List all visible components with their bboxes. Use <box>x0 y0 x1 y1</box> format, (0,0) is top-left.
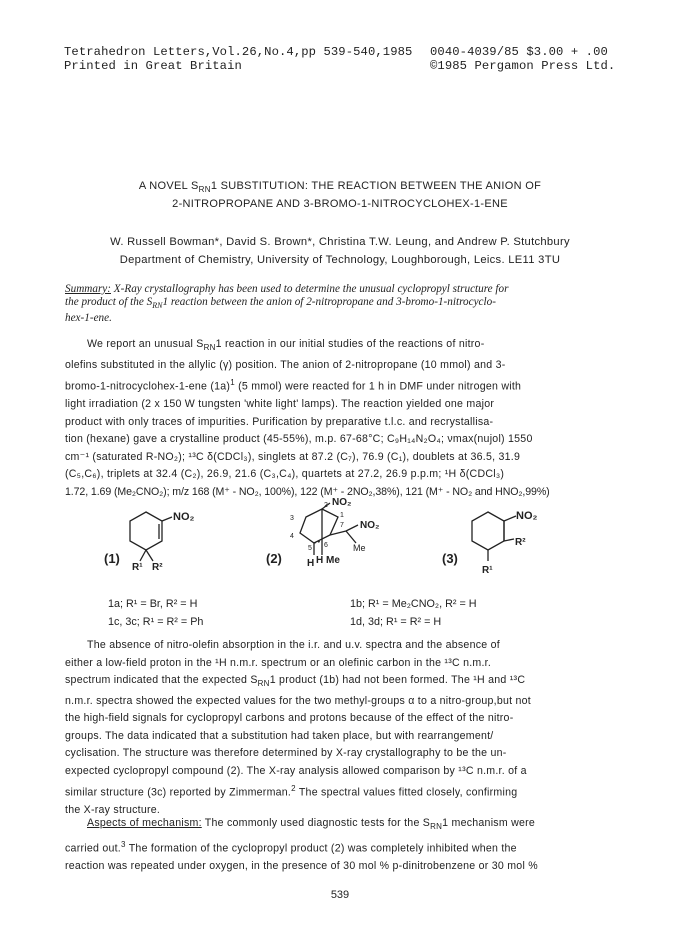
svg-text:1: 1 <box>340 512 344 519</box>
paper-title-line-2: 2-NITROPROPANE AND 3-BROMO-1-NITROCYCLOHEX-1-ENE <box>172 198 508 210</box>
svg-text:7: 7 <box>340 522 344 529</box>
no2-label: NO₂ <box>173 511 195 523</box>
section-heading-mechanism: Aspects of mechanism: <box>87 817 202 829</box>
structure-1 <box>130 512 172 561</box>
printed-location: Printed in Great Britain <box>64 59 242 73</box>
svg-text:H: H <box>316 555 324 566</box>
svg-text:NO₂: NO₂ <box>332 497 352 508</box>
structure-3 <box>472 512 516 561</box>
journal-citation: Tetrahedron Letters,Vol.26,No.4,pp 539-540,1985 <box>64 45 413 59</box>
paragraph-analysis: The absence of nitro-olefin absorption in the i.r. and u.v. spectra and the absence of either a low-field proton in the ¹H n.m.r. spectrum or an olefinic carbon in the ¹³C n.m.r. spectrum indicated that the expected $S_{RN}1$ product (1b) had not been formed. The ¹H and ¹³C n.m.r. spectra showed the expected values for the two methyl-groups α to a nitro-group,but not the high-field signals for cyclopropyl carbons and protons because of the effect of the nitro- groups. The data indicated that a substitution had taken place, but with rearrangement/ cyclisation. The structure was therefore determined by X-ray crystallography to be the un- expected cyclopropyl compound (2). The X-ray analysis allowed comparison by ¹³C n.m.r. of a similar structure (3c) reported by Zimmerman.$^2$ The spectral values fitted closely, confirming the X-ray structure. <box>65 639 531 817</box>
svg-text:Me: Me <box>353 543 366 553</box>
compound-label-3: (3) <box>442 551 458 566</box>
svg-text:3: 3 <box>290 515 294 522</box>
svg-text:R²: R² <box>515 537 526 548</box>
paper-title-line-1: A NOVEL $S_{RN}1$ SUBSTITUTION: THE REACTION BETWEEN THE ANION OF <box>138 180 542 195</box>
compound-1b: 1b; R¹ = Me₂CNO₂, R² = H <box>350 598 477 610</box>
svg-text:Me: Me <box>326 555 340 566</box>
svg-text:R¹: R¹ <box>482 565 493 576</box>
author-list: W. Russell Bowman*, David S. Brown*, Christina T.W. Leung, and Andrew P. Stutchbury <box>110 236 570 248</box>
r1-label: R¹ <box>132 562 143 573</box>
summary-label: Summary: <box>65 283 111 295</box>
summary-block: Summary: X-Ray crystallography has been used to determine the unusual cyclopropyl structure for the product of the $S_{RN}1$ reaction between the anion of 2-nitropropane and 3-bromo-1-nitrocyclo- hex-1-ene. <box>65 283 509 325</box>
svg-text:5: 5 <box>308 545 312 552</box>
paragraph-introduction: We report an unusual $S_{RN}1$ reaction in our initial studies of the reactions of nitro- olefins substituted in the allylic (γ) position. The anion of 2-nitropropane (10 mmol) and 3- bromo-1-nitrocyclohex-1-ene $(1a)^1$ (5 mmol) were reacted for 1 h in DMF under nitrogen with light irradiation (2 x 150 W tungsten 'white light' lamps). The reaction yielded one major product with only traces of impurities. Purification by preparative t.l.c. and recrystallisa- tion (hexane) gave a crystalline product (45-55%), m.p. 67-68°C; C₉H₁₄N₂O₄; νmax(nujol) 1550 cm⁻¹ (saturated R-NO₂); ¹³C δ(CDCl₃), singlets at 87.2 (C₇), 76.9 (C₁), doublets at 36.5, 31.9 (C₅,C₆), triplets at 32.4 (C₂), 26.9, 21.6 (C₃,C₄), quartets at 27.2, 26.9 p.p.m; ¹H δ(CDCl₃) 1.72, 1.69 (Me₂CNO₂); m/z 168 (M⁺ - NO₂, 100%), 122 (M⁺ - 2NO₂,38%), 121 (M⁺ - NO₂ and HNO₂,99%) <box>65 338 550 498</box>
compound-label-1: (1) <box>104 551 120 566</box>
issn-price: 0040-4039/85 $3.00 + .00 <box>430 45 608 59</box>
copyright-line: ©1985 Pergamon Press Ltd. <box>430 59 616 73</box>
svg-text:NO₂: NO₂ <box>360 520 380 531</box>
affiliation: Department of Chemistry, University of Technology, Loughborough, Leics. LE11 3TU <box>119 254 561 266</box>
svg-text:6: 6 <box>324 542 328 549</box>
svg-text:2: 2 <box>324 502 328 509</box>
page-number: 539 <box>330 889 350 901</box>
compound-1a: 1a; R¹ = Br, R² = H <box>108 598 198 610</box>
structures-figure <box>60 495 640 590</box>
compound-1d: 1d, 3d; R¹ = R² = H <box>350 616 442 628</box>
r2-label: R² <box>152 562 163 573</box>
compound-1c: 1c, 3c; R¹ = R² = Ph <box>108 616 204 628</box>
svg-text:4: 4 <box>290 533 294 540</box>
svg-text:H: H <box>307 558 315 569</box>
paragraph-mechanism: Aspects of mechanism: The commonly used diagnostic tests for the $S_{RN}1$ mechanism were carried out.$^3$ The formation of the cyclopropyl product (2) was completely inhibited when the reaction was repeated under oxygen, in the presence of 30 mol % p-dinitrobenzene or 30 mol % <box>65 817 538 872</box>
svg-text:NO₂: NO₂ <box>516 510 538 522</box>
compound-label-2: (2) <box>266 551 282 566</box>
